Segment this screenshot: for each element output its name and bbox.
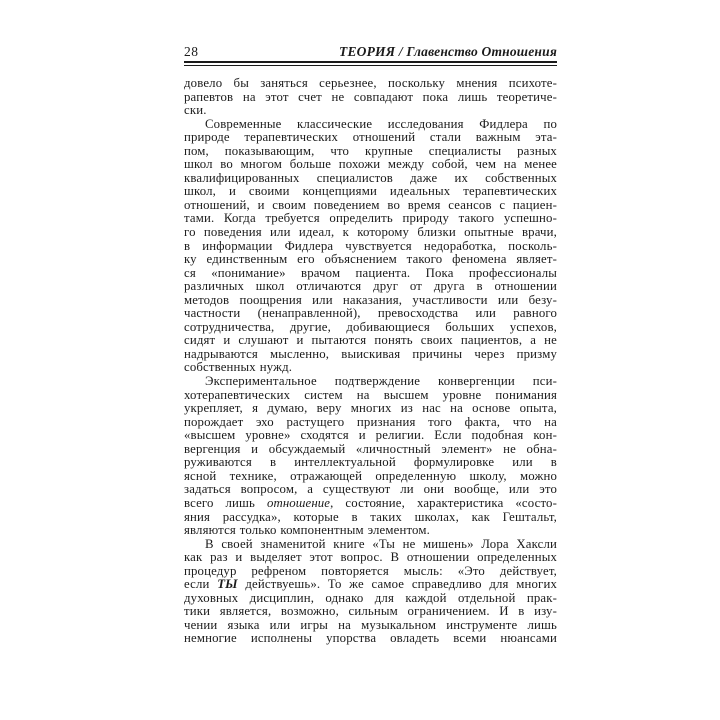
page-header bbox=[184, 44, 557, 59]
text-line: задаться вопросом, а существуют ли они вообще, или это bbox=[184, 483, 557, 497]
text-line: как раз и выделяет этот вопрос. В отношении определенных bbox=[184, 551, 557, 565]
text-line: тики является, возможно, сильным ограничением. И в изу- bbox=[184, 605, 557, 619]
text-line: хотерапевтических систем на высшем уровне понимания bbox=[184, 388, 557, 402]
text-line: всего лишь отношение, состояние, характеристика «состо- bbox=[184, 496, 557, 510]
text-line: «высшем уровне» сходятся и религии. Если подобная кон- bbox=[184, 429, 557, 443]
text-line: немногие исполнены упорства овладеть всеми нюансами bbox=[184, 632, 557, 646]
text-line: ясной технике, отражающей определенную школу, можно bbox=[184, 469, 557, 483]
text-line: тами. Когда требуется определить природу такого успешно- bbox=[184, 212, 557, 226]
text-line: духовных дисциплин, однако для каждой отдельной прак- bbox=[184, 591, 557, 605]
text-line: сотрудничества, другие, добивающиеся больших успехов, bbox=[184, 320, 557, 334]
text-line: если ТЫ действуешь». То же самое справедливо для многих bbox=[184, 578, 557, 592]
text-line: отношений, и своим поведением во время сеансов с пациен- bbox=[184, 198, 557, 212]
text-line: яния рассудка», которые в таких школах, как Гештальт, bbox=[184, 510, 557, 524]
text-line: ся «понимание» врачом пациента. Пока профессионалы bbox=[184, 266, 557, 280]
page-number: 28 bbox=[184, 44, 199, 59]
text-line: квалифицированных специалистов даже их собственных bbox=[184, 171, 557, 185]
text-line: частности (ненаправленной), превосходства или равного bbox=[184, 307, 557, 321]
text-line: порождает эхо растущего признания того факта, что на bbox=[184, 415, 557, 429]
text-line: ку единственным его объяснением такого феномена являет- bbox=[184, 253, 557, 267]
text-line: в информации Фидлера чувствуется недоработка, посколь- bbox=[184, 239, 557, 253]
text-line: Экспериментальное подтверждение конвергенции пси- bbox=[205, 375, 557, 389]
text-line: пом, показывающим, что крупные специалисты разных bbox=[184, 144, 557, 158]
text-line: В своей знаменитой книге «Ты не мишень» Лора Хаксли bbox=[205, 537, 557, 551]
text-line: различных школ отличаются друг от друга в отношении bbox=[184, 280, 557, 294]
text-line: Современные классические исследования Фидлера по bbox=[205, 117, 557, 131]
running-title: ТЕОРИЯ / Главенство Отношения bbox=[339, 44, 557, 59]
page-content bbox=[184, 44, 557, 646]
body-text bbox=[184, 77, 557, 646]
text-line: руживаются в интеллектуальной формулировке или в bbox=[184, 456, 557, 470]
text-line: процедур рефреном повторяется мысль: «Это действует, bbox=[184, 564, 557, 578]
text-line: укрепляет, я думаю, веру многих из нас на основе опыта, bbox=[184, 402, 557, 416]
text-line: сидят и слушают и пытаются понять своих пациентов, а не bbox=[184, 334, 557, 348]
text-line: школ во многом больше похожи между собой, чем на менее bbox=[184, 158, 557, 172]
text-line: чении языка или игры на музыкальном инструменте лишь bbox=[184, 618, 557, 632]
text-line: являются только компонентным элементом. bbox=[184, 524, 430, 538]
text-line: го поведения или идеал, к которому близки опытные врачи, bbox=[184, 226, 557, 240]
text-line: природе терапевтических отношений стали важным эта- bbox=[184, 131, 557, 145]
text-line: надрываются мысленно, выискивая причины через призму bbox=[184, 347, 557, 361]
text-line: довело бы заняться серьезнее, поскольку мнения психоте- bbox=[184, 77, 557, 90]
text-line: собственных нужд. bbox=[184, 361, 293, 375]
text-line: методов поощрения или наказания, участливости или безу- bbox=[184, 293, 557, 307]
text-line: рапевтов на этот счет не совпадают пока лишь теоретиче- bbox=[184, 90, 557, 104]
header-double-rule bbox=[184, 61, 557, 66]
text-line: ски. bbox=[184, 104, 207, 118]
text-line: вергенция и обсуждаемый «личностный элемент» не обна- bbox=[184, 442, 557, 456]
text-line: школ, и своими концепциями идеальных терапевтических bbox=[184, 185, 557, 199]
